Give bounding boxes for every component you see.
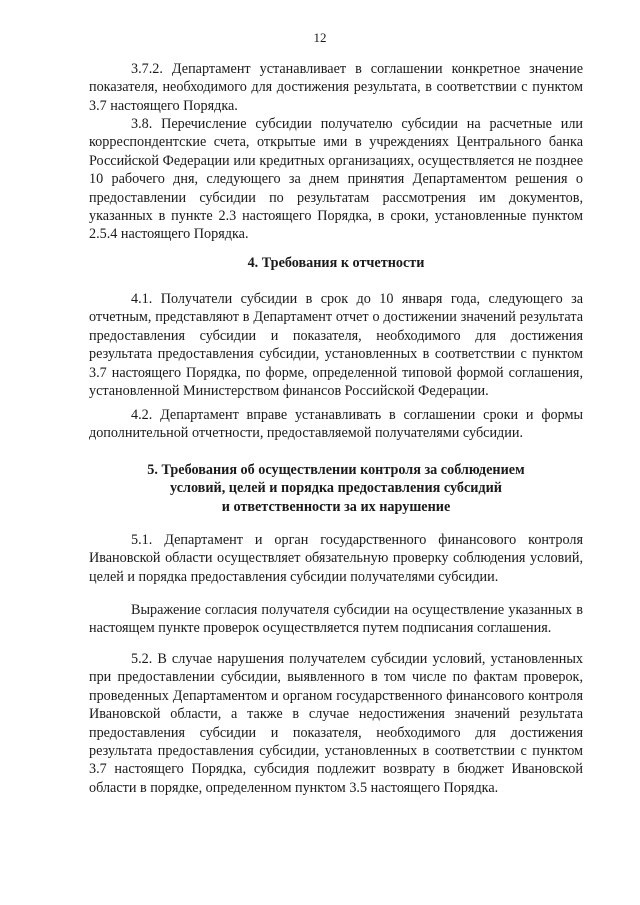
section-5-heading	[89, 461, 583, 516]
paragraph-4-2: 4.2. Департамент вправе устанавливать в соглашении сроки и формы дополнительной отчетности, предоставляемой получателями субсидии.	[89, 407, 583, 442]
paragraph-3-8: 3.8. Перечисление субсидии получателю субсидии на расчетные или корреспондентские счета, открытые ими в учреждениях Центрального банка Российской Федерации или кредитных организациях, осуществляется не позднее 10 рабочего дня, следующего за днем принятия Департаментом решения о предоставлении субсидии по результатам рассмотрения им документов, указанных в пункте 2.3 настоящего Порядка, в сроки, установленные пунктом 2.5.4 настоящего Порядка.	[89, 116, 583, 243]
page-number: 12	[313, 30, 327, 45]
paragraph-5-2: 5.2. В случае нарушения получателем субсидии условий, установленных при предоставлении субсидии, выявленного в том числе по фактам проверок, проведенных Департаментом и органом государственного финансового контроля Ивановской области, а также в случае недостижения значений результата предоставления субсидии и показателя, необходимого для достижения результата предоставления субсидии, установленных в соответствии с пунктом 3.7 настоящего Порядка, субсидия подлежит возврату в бюджет Ивановской области в порядке, определенном пунктом 3.5 настоящего Порядка.	[89, 651, 583, 796]
paragraph-4-1: 4.1. Получатели субсидии в срок до 10 января года, следующего за отчетным, представляют в Департамент отчет о достижении значений результата предоставления субсидии и показателя, необходимого для достижения результата предоставления субсидии, установленных в соответствии с пунктом 3.7 настоящего Порядка, по форме, определенной типовой формой соглашения, установленной Министерством финансов Российской Федерации.	[89, 291, 583, 400]
section-4-heading: 4. Требования к отчетности	[247, 255, 425, 271]
paragraph-5-1: 5.1. Департамент и орган государственного финансового контроля Ивановской области осуществляет обязательную проверку соблюдения условий, целей и порядка предоставления субсидии получателями субсидии.	[89, 532, 583, 585]
section-5-heading-line-1: 5. Требования об осуществлении контроля за соблюдением	[147, 462, 525, 478]
paragraph-3-7-2: 3.7.2. Департамент устанавливает в соглашении конкретное значение показателя, необходимого для достижения результата, в соответствии с пунктом 3.7 настоящего Порядка.	[89, 61, 583, 114]
paragraph-5-1-consent: Выражение согласия получателя субсидии на осуществление указанных в настоящем пункте проверок осуществляется путем подписания соглашения.	[89, 602, 583, 637]
section-5-heading-line-2: условий, целей и порядка предоставления субсидий	[170, 480, 502, 497]
section-5-heading-line-3: и ответственности за их нарушение	[221, 498, 451, 515]
